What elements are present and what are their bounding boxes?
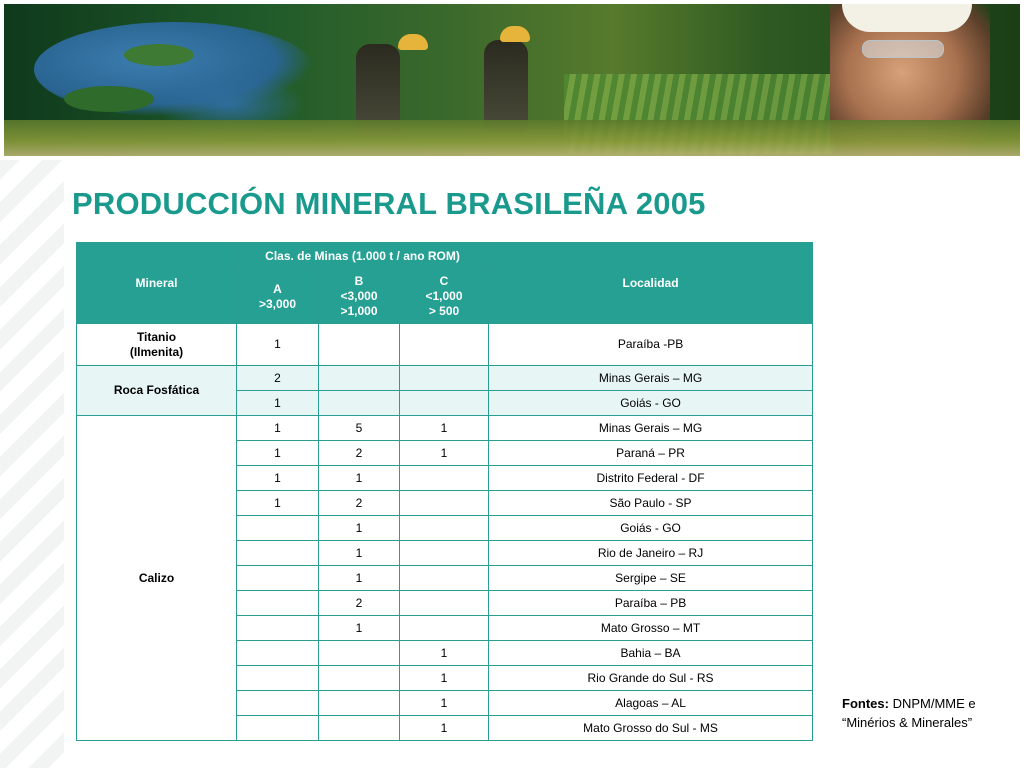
page-title: PRODUCCIÓN MINERAL BRASILEÑA 2005 — [72, 186, 706, 221]
decorative-stripes — [0, 160, 64, 768]
class-a-cell: 1 — [237, 391, 319, 416]
class-b-cell — [319, 716, 400, 741]
localidad-cell: Alagoas – AL — [489, 691, 813, 716]
header-class-a — [237, 270, 319, 324]
class-c-cell: 1 — [400, 716, 489, 741]
table-row — [77, 416, 813, 441]
mineral-cell — [77, 416, 237, 741]
mineral-cell — [77, 366, 237, 416]
class-a-cell — [237, 666, 319, 691]
localidad-cell: Goiás - GO — [489, 516, 813, 541]
class-b-cell: 2 — [319, 491, 400, 516]
class-b-range-max: <3,000 — [340, 289, 378, 303]
localidad-cell: Mato Grosso – MT — [489, 616, 813, 641]
mineral-name: Calizo — [138, 570, 175, 585]
localidad-cell: São Paulo - SP — [489, 491, 813, 516]
localidad-cell: Mato Grosso do Sul - MS — [489, 716, 813, 741]
sources-line-2: “Minérios & Minerales” — [842, 715, 973, 730]
localidad-cell: Rio de Janeiro – RJ — [489, 541, 813, 566]
class-b-cell — [319, 666, 400, 691]
header-localidad: Localidad — [489, 243, 813, 324]
class-a-cell — [237, 566, 319, 591]
localidad-cell: Paraná – PR — [489, 441, 813, 466]
table-row — [77, 366, 813, 391]
class-c-cell — [400, 391, 489, 416]
safety-goggles — [862, 40, 944, 58]
class-c-cell — [400, 566, 489, 591]
header-banner-photo — [4, 4, 1020, 156]
class-b-label: B — [354, 274, 364, 288]
class-b-cell: 2 — [319, 591, 400, 616]
class-c-cell — [400, 466, 489, 491]
mineral-name: Roca Fosfática — [113, 383, 200, 397]
localidad-cell: Bahia – BA — [489, 641, 813, 666]
banner-foreground — [4, 120, 1020, 156]
class-a-cell — [237, 516, 319, 541]
forest-island — [64, 86, 154, 112]
header-class-c — [400, 270, 489, 324]
class-c-range-max: <1,000 — [425, 289, 463, 303]
sources-note — [842, 694, 976, 732]
class-b-cell: 5 — [319, 416, 400, 441]
class-a-cell: 1 — [237, 441, 319, 466]
class-a-cell: 1 — [237, 491, 319, 516]
localidad-cell: Distrito Federal - DF — [489, 466, 813, 491]
class-b-cell: 1 — [319, 516, 400, 541]
class-a-cell — [237, 691, 319, 716]
class-c-range-min: > 500 — [428, 304, 460, 318]
class-c-cell — [400, 491, 489, 516]
class-b-cell — [319, 391, 400, 416]
localidad-cell: Paraíba – PB — [489, 591, 813, 616]
class-c-cell — [400, 591, 489, 616]
hard-hat — [398, 34, 428, 50]
table-row — [77, 324, 813, 366]
class-b-cell — [319, 691, 400, 716]
class-b-cell — [319, 641, 400, 666]
class-a-cell — [237, 541, 319, 566]
localidad-cell: Minas Gerais – MG — [489, 366, 813, 391]
mineral-name: Titanio — [136, 329, 177, 344]
mineral-cell — [77, 324, 237, 366]
class-b-cell — [319, 366, 400, 391]
production-table — [76, 242, 813, 741]
class-c-cell — [400, 616, 489, 641]
class-a-cell: 1 — [237, 416, 319, 441]
class-c-cell — [400, 516, 489, 541]
class-a-range: >3,000 — [258, 296, 297, 311]
worker-figure — [484, 40, 528, 132]
localidad-cell: Minas Gerais – MG — [489, 416, 813, 441]
class-c-cell — [400, 366, 489, 391]
forest-island — [124, 44, 194, 66]
class-c-cell: 1 — [400, 666, 489, 691]
class-c-label: C — [439, 274, 449, 288]
class-c-cell: 1 — [400, 641, 489, 666]
hard-hat — [500, 26, 530, 42]
localidad-cell: Paraíba -PB — [489, 324, 813, 366]
safety-helmet — [842, 4, 972, 32]
class-a-cell — [237, 716, 319, 741]
class-b-cell: 1 — [319, 466, 400, 491]
class-a-cell — [237, 591, 319, 616]
class-b-cell: 1 — [319, 566, 400, 591]
class-a-cell: 1 — [237, 466, 319, 491]
localidad-cell: Sergipe – SE — [489, 566, 813, 591]
class-b-cell: 2 — [319, 441, 400, 466]
class-c-cell: 1 — [400, 416, 489, 441]
class-a-cell: 1 — [237, 324, 319, 366]
class-c-cell: 1 — [400, 691, 489, 716]
class-b-cell: 1 — [319, 616, 400, 641]
header-clas-de-minas: Clas. de Minas (1.000 t / ano ROM) — [237, 243, 489, 270]
sources-line-1: DNPM/MME e — [892, 696, 976, 711]
localidad-cell: Rio Grande do Sul - RS — [489, 666, 813, 691]
class-a-cell — [237, 616, 319, 641]
header-mineral: Mineral — [77, 243, 237, 324]
class-b-range-min: >1,000 — [340, 304, 378, 318]
header-class-b — [319, 270, 400, 324]
localidad-cell: Goiás - GO — [489, 391, 813, 416]
class-a-cell: 2 — [237, 366, 319, 391]
mineral-subname: (Ilmenita) — [129, 344, 184, 359]
class-a-cell — [237, 641, 319, 666]
class-c-cell — [400, 324, 489, 366]
class-c-cell — [400, 541, 489, 566]
class-c-cell: 1 — [400, 441, 489, 466]
class-b-cell: 1 — [319, 541, 400, 566]
sources-label: Fontes: — [842, 696, 889, 711]
class-a-label: A — [273, 281, 282, 296]
class-b-cell — [319, 324, 400, 366]
